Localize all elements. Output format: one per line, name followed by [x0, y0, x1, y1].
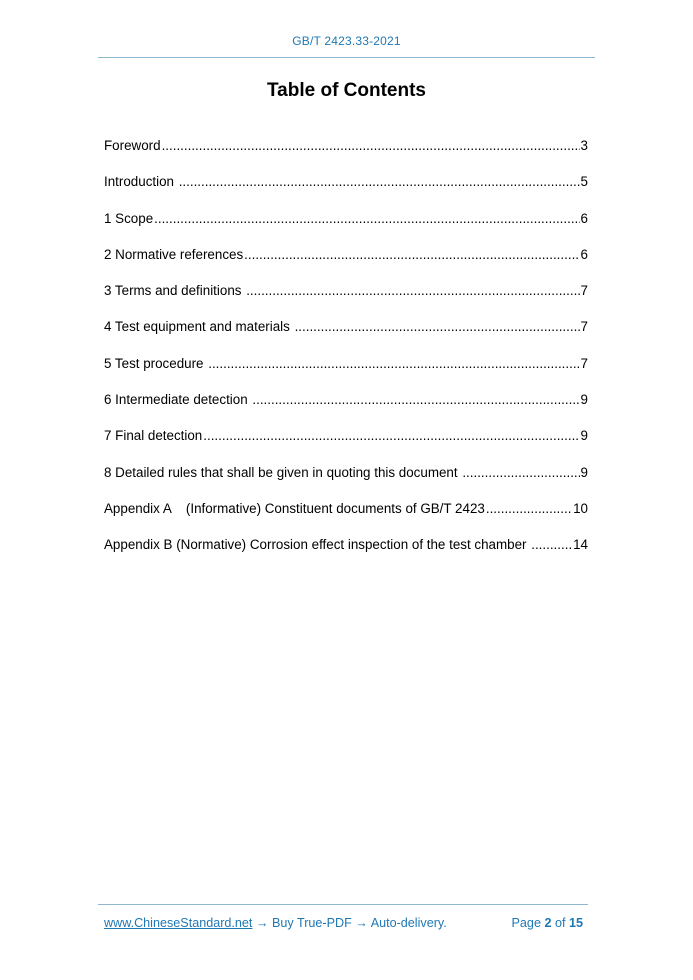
toc-leader-dots: [246, 282, 579, 300]
toc-entry-label: Appendix B (Normative) Corrosion effect inspection of the test chamber: [104, 537, 531, 553]
toc-entry-page: 6: [580, 210, 588, 226]
footer-divider: [98, 904, 588, 905]
page-indicator: [512, 916, 583, 930]
toc-entry-page: 14: [573, 537, 588, 553]
toc-leader-dots: [203, 427, 579, 445]
site-link[interactable]: www.ChineseStandard.net: [104, 916, 253, 930]
toc-entry-label: 3 Terms and definitions: [104, 283, 246, 299]
toc-entry-page: 3: [580, 138, 588, 153]
toc-entry-page: 5: [580, 174, 588, 190]
toc-leader-dots: [179, 173, 580, 191]
toc-entry-label: 8 Detailed rules that shall be given in quoting this document: [104, 464, 462, 480]
toc-leader-dots: [162, 137, 580, 155]
toc-leader-dots: [295, 318, 580, 336]
toc-entry-final-detection[interactable]: [104, 427, 588, 463]
toc-entry-page: 7: [580, 319, 588, 335]
toc-entry-scope[interactable]: [104, 210, 588, 246]
toc-entry-page: 9: [580, 464, 588, 480]
current-page-number: 2: [544, 916, 552, 930]
toc-entry-page: 9: [580, 392, 588, 408]
toc-entry-label: 5 Test procedure: [104, 355, 208, 371]
toc-leader-dots: [462, 464, 579, 482]
toc-entry-label: 2 Normative references: [104, 246, 244, 262]
toc-entry-test-procedure[interactable]: [104, 355, 588, 391]
toc-entry-label: 6 Intermediate detection: [104, 392, 252, 408]
toc-leader-dots: [531, 536, 572, 554]
toc-entry-label: 1 Scope: [104, 210, 154, 226]
toc-entry-appendix-b[interactable]: [104, 536, 588, 572]
page-of-label: of: [551, 916, 569, 930]
toc-leader-dots: [244, 246, 579, 264]
toc-entry-page: 6: [580, 246, 588, 262]
toc-entry-foreword[interactable]: [104, 137, 588, 173]
running-header: GB/T 2423.33-2021: [292, 34, 401, 48]
toc-entry-page: 7: [580, 355, 588, 371]
toc-entry-label: 7 Final detection: [104, 428, 203, 444]
page-prefix: Page: [511, 916, 545, 930]
toc-entry-introduction[interactable]: [104, 173, 588, 209]
toc-leader-dots: [486, 500, 572, 518]
footer-tagline: → Buy True-PDF → Auto-delivery.: [252, 916, 447, 930]
toc-entry-page: 7: [580, 283, 588, 299]
table-of-contents: [104, 137, 588, 573]
page-title: Table of Contents: [266, 80, 427, 101]
toc-entry-test-equipment[interactable]: [104, 318, 588, 354]
header-divider: [98, 57, 595, 58]
toc-entry-page: 10: [573, 500, 588, 516]
toc-entry-intermediate-detection[interactable]: [104, 391, 588, 427]
toc-leader-dots: [208, 355, 579, 373]
toc-leader-dots: [154, 210, 579, 228]
toc-entry-terms-and-definitions[interactable]: [104, 282, 588, 318]
toc-entry-label: Appendix A (Informative) Constituent documents of GB/T 2423: [104, 500, 485, 516]
toc-entry-label: Foreword: [104, 138, 161, 153]
toc-entry-detailed-rules[interactable]: [104, 464, 588, 500]
toc-entry-normative-references[interactable]: [104, 246, 588, 282]
toc-entry-page: 9: [580, 428, 588, 444]
toc-entry-label: Introduction: [104, 174, 178, 190]
toc-leader-dots: [252, 391, 579, 409]
total-pages-number: 15: [568, 916, 583, 930]
footer-promo: [104, 916, 447, 930]
toc-entry-label: 4 Test equipment and materials: [104, 319, 294, 335]
toc-entry-appendix-a[interactable]: [104, 500, 588, 536]
